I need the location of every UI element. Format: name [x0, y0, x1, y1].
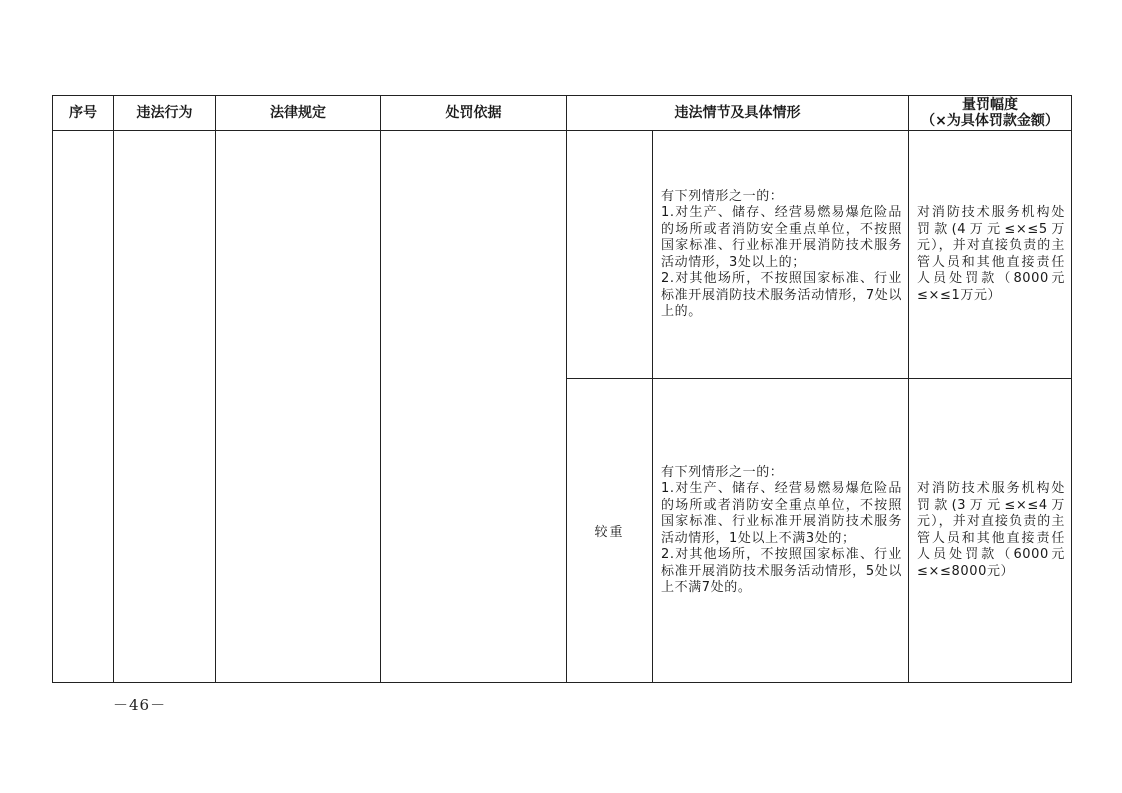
cell-seq [53, 131, 114, 683]
header-violation: 违法行为 [114, 96, 216, 131]
header-seq: 序号 [53, 96, 114, 131]
table-row [53, 131, 1072, 379]
header-legal-provision: 法律规定 [216, 96, 381, 131]
cell-level [567, 131, 653, 379]
page-number: －46－ [113, 696, 167, 714]
range-text: 对消防技术服务机构处罚款(3万元≤×≤4万元），并对直接负责的主管人员和其他直接责任人员处罚款（6000元≤×≤8000元） [917, 481, 1065, 579]
cell-violation [114, 131, 216, 683]
cell-penalty-basis [381, 131, 567, 683]
cell-legal-provision [216, 131, 381, 683]
penalty-table [52, 95, 1072, 683]
cell-level: 较重 [567, 379, 653, 683]
cell-situation [653, 379, 909, 683]
situation-text: 有下列情形之一的： 1.对生产、储存、经营易燃易爆危险品的场所或者消防安全重点单位，不按照国家标准、行业标准开展消防技术服务活动情形，1处以上不满3处的； 2.对其他场所，不按照国家标准、行业标准开展消防技术服务活动情形，5处以上不满7处的。 [661, 464, 902, 595]
header-penalty-range [909, 96, 1072, 131]
cell-situation [653, 131, 909, 379]
header-range-line1: 量罚幅度 [962, 97, 1018, 113]
situation-text: 有下列情形之一的： 1.对生产、储存、经营易燃易爆危险品的场所或者消防安全重点单位，不按照国家标准、行业标准开展消防技术服务活动情形，3处以上的； 2.对其他场所，不按照国家标准、行业标准开展消防技术服务活动情形，7处以上的。 [661, 188, 902, 319]
cell-range [909, 131, 1072, 379]
table-header-row [53, 96, 1072, 131]
range-text: 对消防技术服务机构处罚款(4万元≤×≤5万元），并对直接负责的主管人员和其他直接责任人员处罚款（8000元≤×≤1万元） [917, 205, 1065, 303]
header-circumstance: 违法情节及具体情形 [567, 96, 909, 131]
cell-range [909, 379, 1072, 683]
header-penalty-basis: 处罚依据 [381, 96, 567, 131]
header-range-line2: （×为具体罚款金额） [921, 113, 1059, 129]
